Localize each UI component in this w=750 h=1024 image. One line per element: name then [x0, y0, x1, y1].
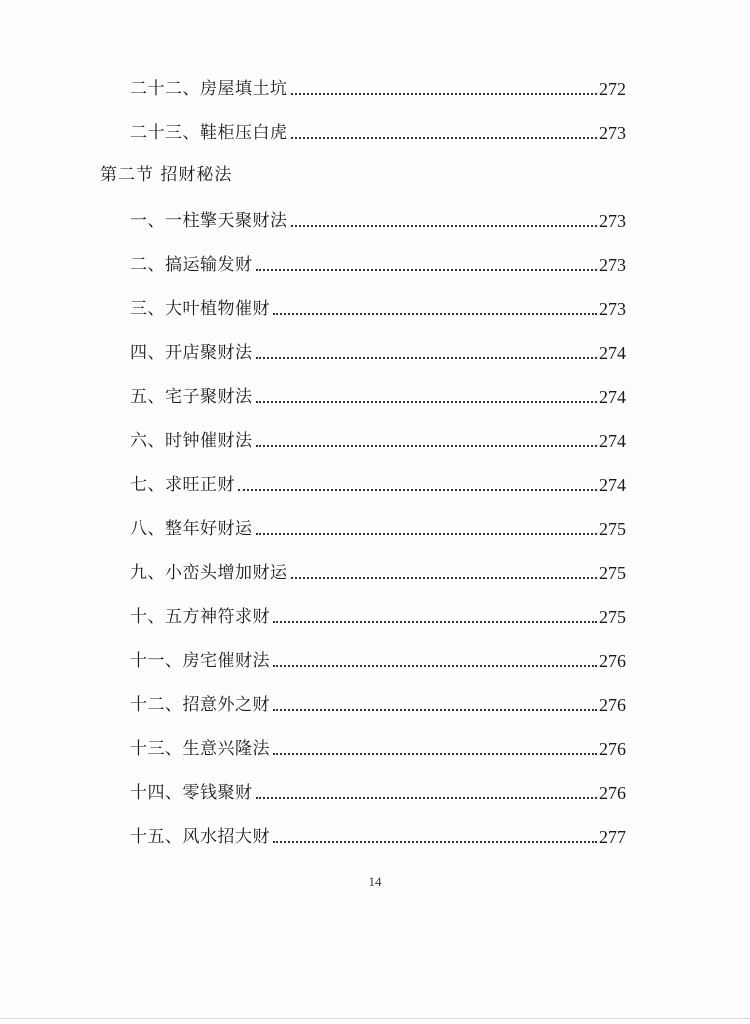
toc-entry-title: 七、求旺正财 — [130, 475, 235, 495]
toc-entry-page: 276 — [599, 783, 626, 803]
toc-entry-title: 二、搞运输发财 — [130, 255, 253, 275]
dot-leader — [256, 797, 598, 799]
toc-entry-page: 274 — [599, 387, 626, 407]
toc-entry — [130, 378, 626, 408]
toc-entry-title: 十五、风水招大财 — [130, 827, 270, 847]
dot-leader — [256, 445, 598, 447]
toc-entry-page: 276 — [599, 695, 626, 715]
toc-entry-page: 275 — [599, 519, 626, 539]
toc-entry-title: 三、大叶植物催财 — [130, 299, 270, 319]
toc-entry-title: 十三、生意兴隆法 — [130, 739, 270, 759]
dot-leader — [238, 489, 597, 491]
toc-entry — [130, 774, 626, 804]
dot-leader — [273, 313, 597, 315]
toc-entry-page: 272 — [599, 79, 626, 99]
toc-entry-title: 六、时钟催财法 — [130, 431, 253, 451]
dot-leader — [291, 137, 598, 139]
dot-leader — [291, 225, 598, 227]
dot-leader — [256, 533, 598, 535]
toc-entry-page: 274 — [599, 343, 626, 363]
toc-entry-title: 八、整年好财运 — [130, 519, 253, 539]
dot-leader — [273, 841, 597, 843]
toc-entry-page: 275 — [599, 563, 626, 583]
toc-entry-page: 277 — [599, 827, 626, 847]
toc-entry-title: 十、五方神符求财 — [130, 607, 270, 627]
toc-entry — [130, 290, 626, 320]
toc-entry — [130, 202, 626, 232]
toc-entry — [130, 114, 626, 144]
toc-entry — [130, 246, 626, 276]
toc-entry-title: 九、小峦头增加财运 — [130, 563, 288, 583]
toc-entry — [130, 70, 626, 100]
section-heading: 第二节 招财秘法 — [100, 165, 233, 185]
toc-entry-title: 四、开店聚财法 — [130, 343, 253, 363]
toc-entry-page: 273 — [599, 123, 626, 143]
dot-leader — [256, 269, 598, 271]
toc-entry-page: 275 — [599, 607, 626, 627]
dot-leader — [273, 709, 597, 711]
dot-leader — [291, 93, 598, 95]
toc-entry — [130, 334, 626, 364]
toc-entry-title: 十四、零钱聚财 — [130, 783, 253, 803]
toc-entry-page: 276 — [599, 739, 626, 759]
dot-leader — [256, 357, 598, 359]
toc-entry-title: 二十二、房屋填土坑 — [130, 79, 288, 99]
toc-entry-title: 五、宅子聚财法 — [130, 387, 253, 407]
toc-entry-page: 276 — [599, 651, 626, 671]
dot-leader — [273, 621, 597, 623]
toc-entry — [130, 466, 626, 496]
toc-entry-page: 273 — [599, 211, 626, 231]
toc-entry — [130, 730, 626, 760]
toc-entry-title: 一、一柱擎天聚财法 — [130, 211, 288, 231]
dot-leader — [273, 753, 597, 755]
toc-entry — [130, 598, 626, 628]
toc-entry-page: 273 — [599, 299, 626, 319]
toc-entry — [130, 554, 626, 584]
toc-entry — [130, 510, 626, 540]
toc-entry-page: 274 — [599, 431, 626, 451]
toc-entry-title: 十一、房宅催财法 — [130, 651, 270, 671]
toc-entry-page: 273 — [599, 255, 626, 275]
dot-leader — [273, 665, 597, 667]
toc-entry — [130, 686, 626, 716]
toc-entry-title: 十二、招意外之财 — [130, 695, 270, 715]
toc-entry — [130, 642, 626, 672]
page-number: 14 — [368, 874, 382, 889]
toc-entry-title: 二十三、鞋柜压白虎 — [130, 123, 288, 143]
dot-leader — [256, 401, 598, 403]
toc-entry-page: 274 — [599, 475, 626, 495]
dot-leader — [291, 577, 598, 579]
toc-entry — [130, 422, 626, 452]
toc-entry — [130, 818, 626, 848]
scan-edge-divider — [0, 1018, 750, 1019]
